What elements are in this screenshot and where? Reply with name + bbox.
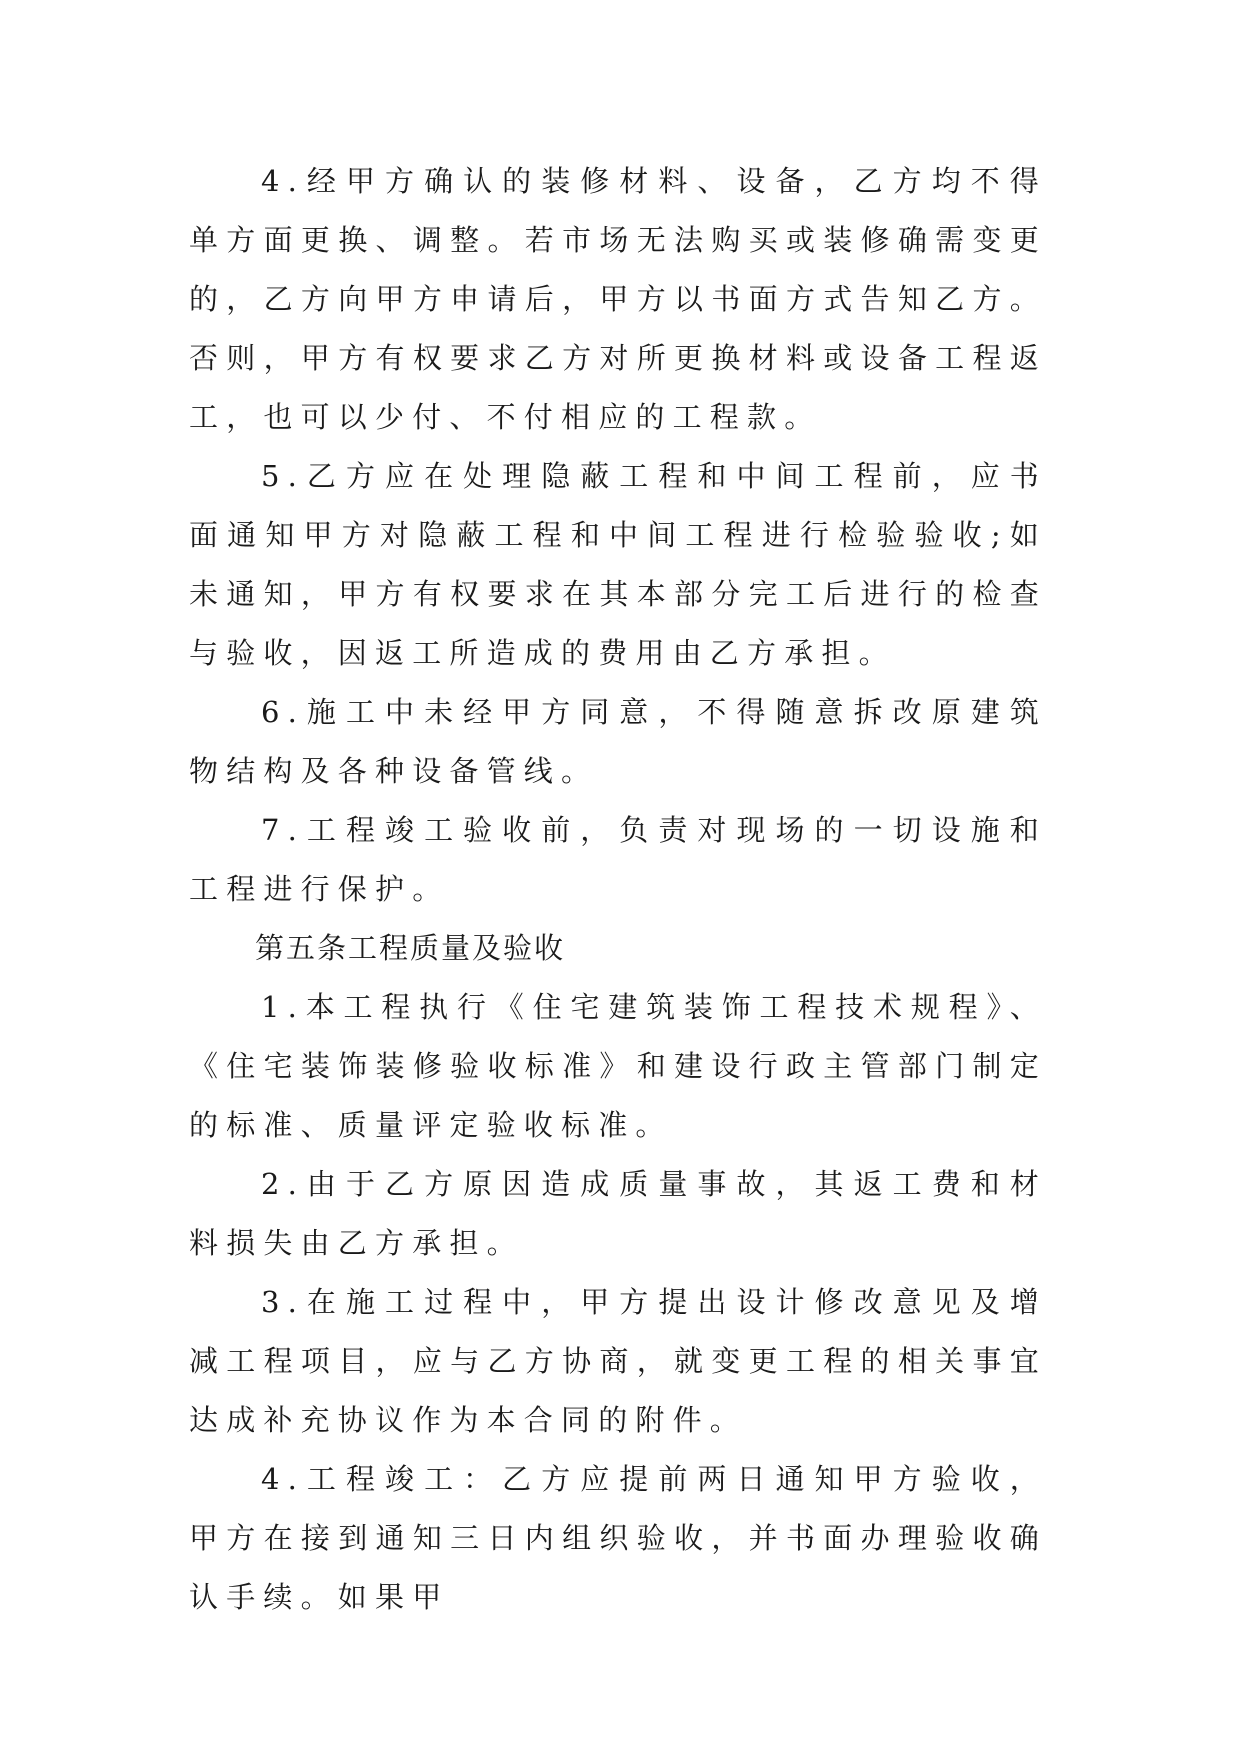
clause-7-protection: 7.工程竣工验收前，负责对现场的一切设施和工程进行保护。 — [189, 813, 1047, 906]
section-clause-3: 3.在施工过程中，甲方提出设计修改意见及增减工程项目，应与乙方协商，就变更工程的相关事宜达成补充协议作为本合同的附件。 — [189, 1285, 1047, 1437]
section-clause-1: 1.本工程执行《住宅建筑装饰工程技术规程》、《住宅装饰装修验收标准》和建设行政主管部门制定的标准、质量评定验收标准。 — [189, 990, 1047, 1142]
clause-4-materials: 4.经甲方确认的装修材料、设备，乙方均不得单方面更换、调整。若市场无法购买或装修确需变更的，乙方向甲方申请后，甲方以书面方式告知乙方。否则，甲方有权要求乙方对所更换材料或设备工程返工，也可以少付、不付相应的工程款。 — [189, 164, 1047, 434]
section-clause-2: 2.由于乙方原因造成质量事故，其返工费和材料损失由乙方承担。 — [189, 1167, 1047, 1260]
clause-5-hidden-works: 5.乙方应在处理隐蔽工程和中间工程前，应书面通知甲方对隐蔽工程和中间工程进行检验验收;如未通知，甲方有权要求在其本部分完工后进行的检查与验收，因返工所造成的费用由乙方承担。 — [189, 459, 1047, 670]
clause-6-structure: 6.施工中未经甲方同意，不得随意拆改原建筑物结构及各种设备管线。 — [189, 695, 1047, 788]
section-heading: 第五条工程质量及验收 — [255, 931, 566, 965]
document-page — [189, 152, 1047, 1627]
section-clause-4: 4.工程竣工：乙方应提前两日通知甲方验收，甲方在接到通知三日内组织验收，并书面办理验收确认手续。如果甲 — [189, 1462, 1047, 1614]
